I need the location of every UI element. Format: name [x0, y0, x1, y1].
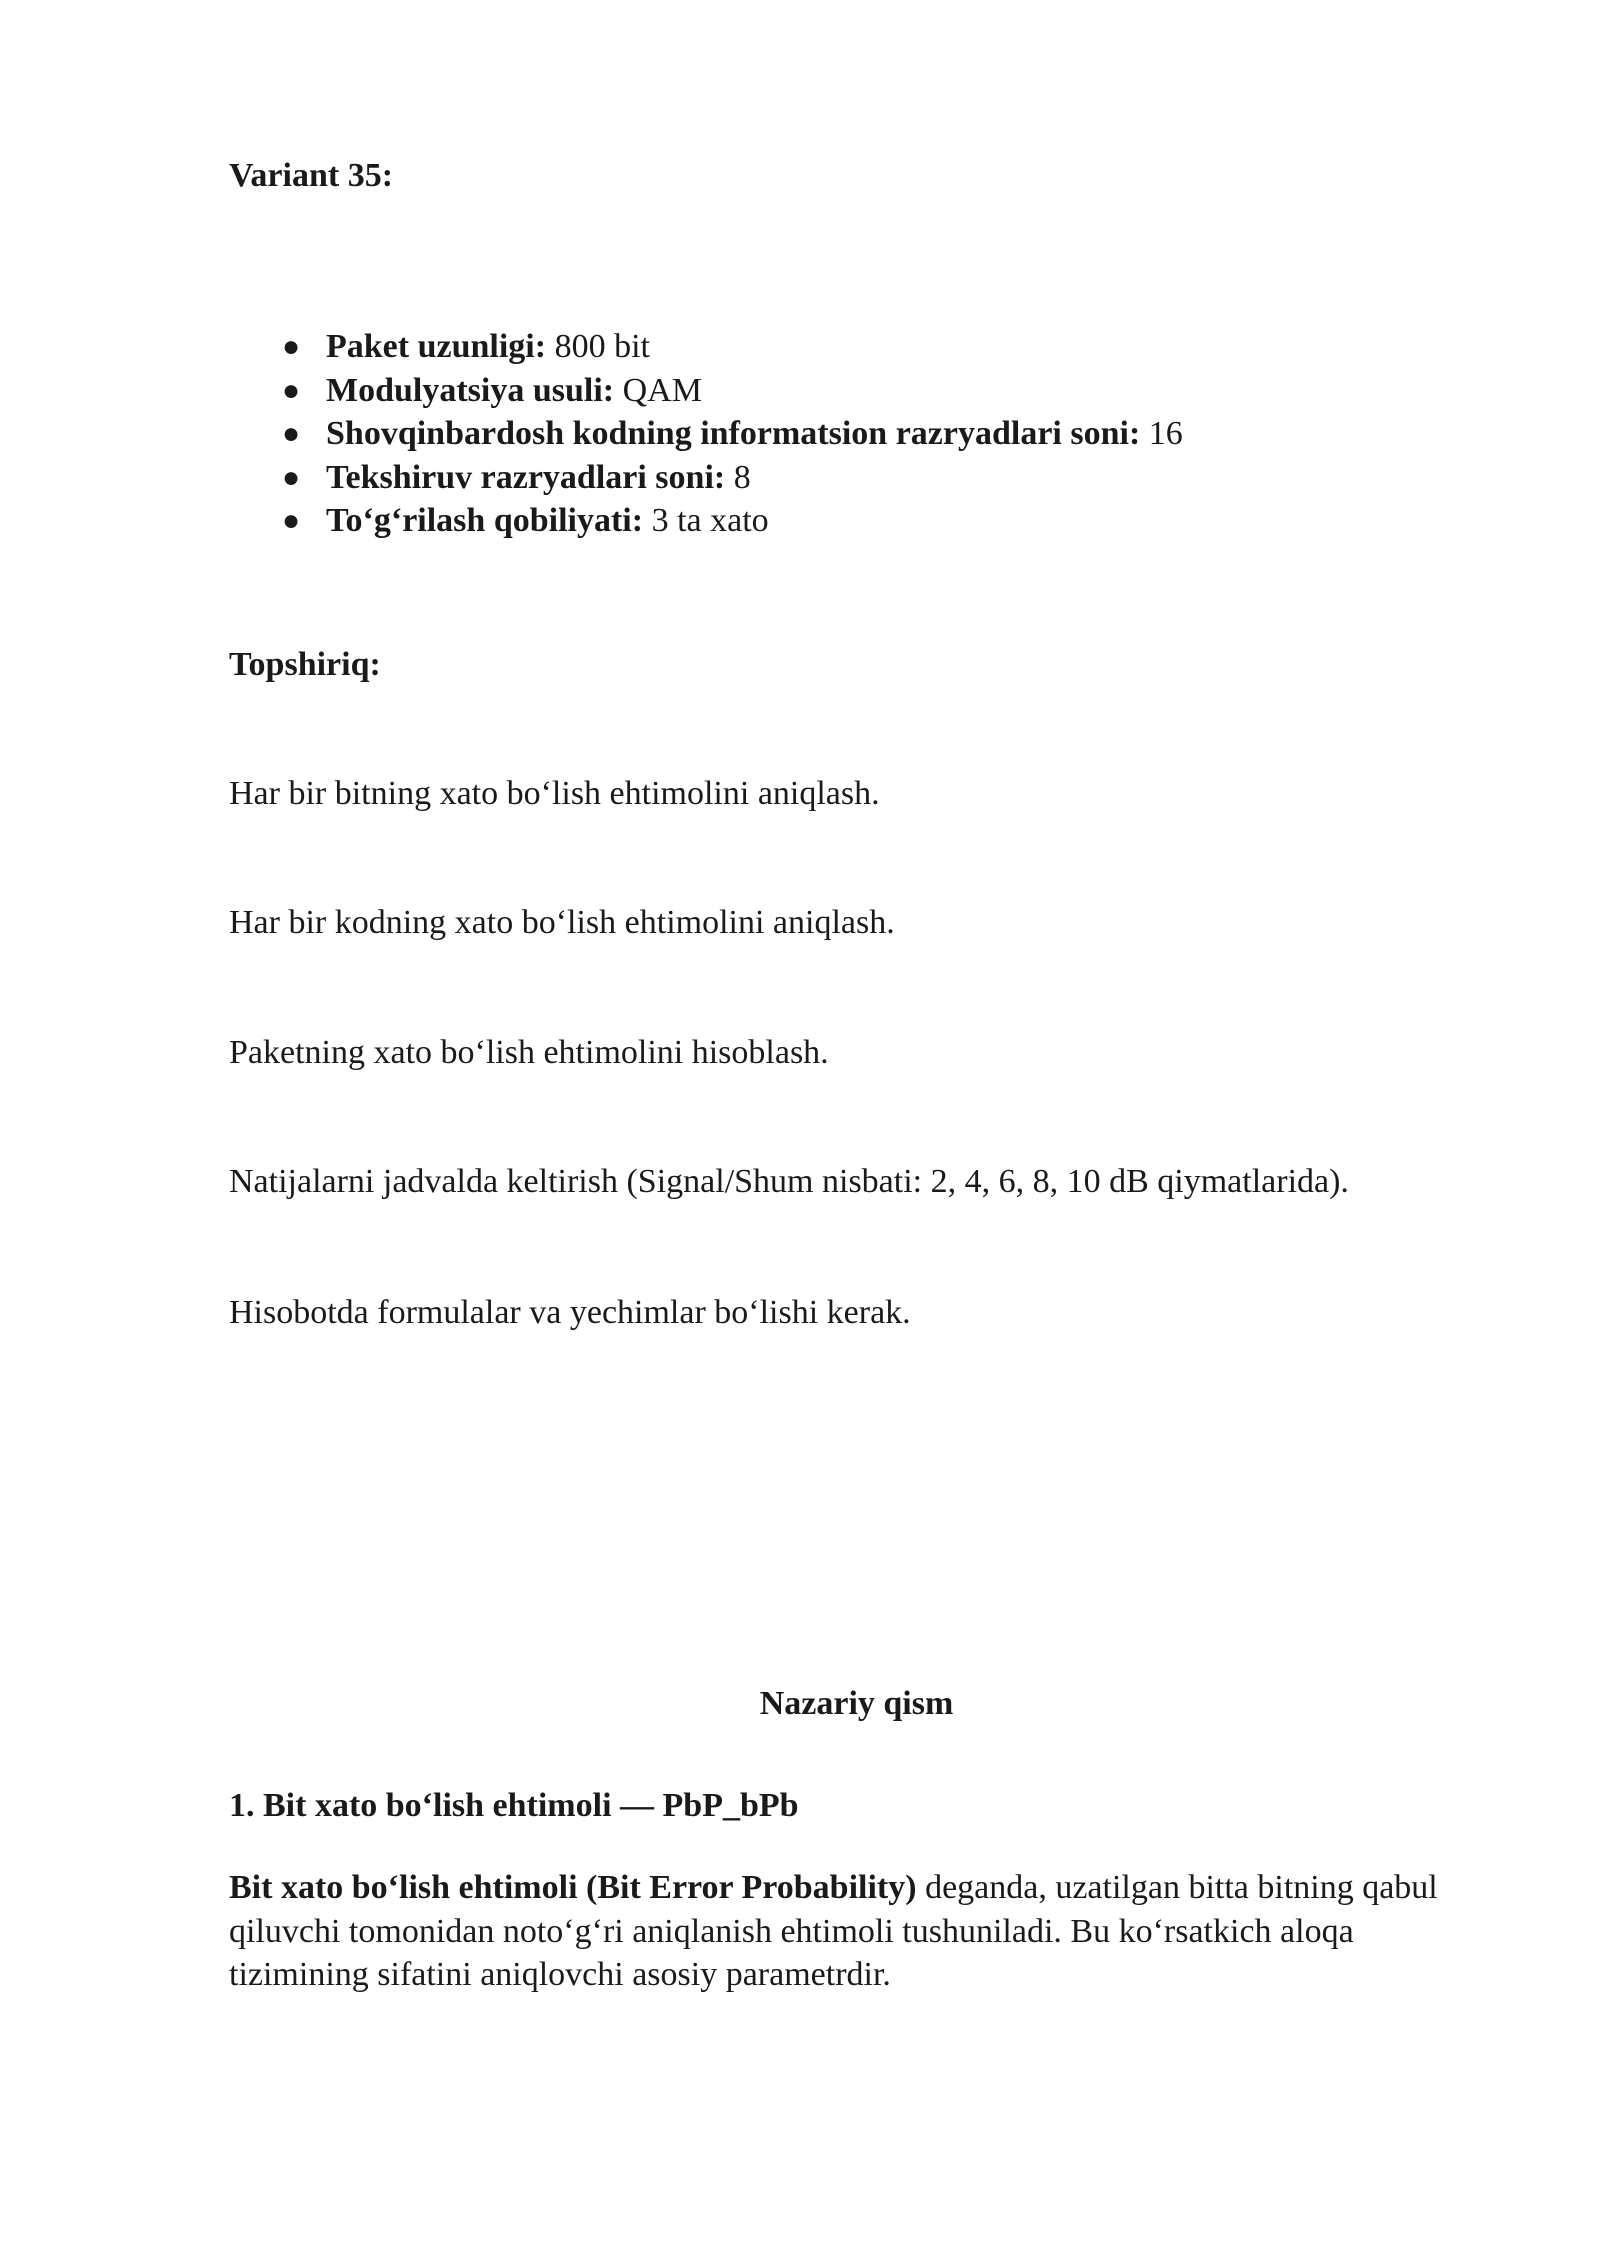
bullet-icon: ● — [282, 330, 301, 363]
parameters-list — [229, 325, 1183, 543]
parameter-value: 800 bit — [554, 328, 650, 365]
paragraph-lead: Bit xato bo‘lish ehtimoli (Bit Error Probability) — [229, 1869, 917, 1906]
bullet-icon: ● — [282, 373, 301, 407]
task-item: Natijalarni jadvalda keltirish (Signal/Shum nisbati: 2, 4, 6, 8, 10 dB qiymatlarida). — [229, 1163, 1349, 1200]
list-item — [229, 325, 1183, 369]
list-item — [229, 369, 1183, 413]
bullet-icon: ● — [282, 504, 301, 537]
parameter-label: Modulyatsiya usuli: — [326, 371, 615, 409]
task-title: Topshiriq: — [229, 646, 381, 683]
parameter-label: Paket uzunligi: — [326, 328, 547, 365]
bullet-icon: ● — [282, 417, 301, 450]
list-item — [229, 499, 1183, 543]
parameter-value: 3 ta xato — [651, 502, 769, 539]
parameter-value: 8 — [733, 458, 751, 496]
parameter-label: To‘g‘rilash qobiliyati: — [326, 502, 644, 539]
task-item: Paketning xato bo‘lish ehtimolini hisoblash. — [229, 1034, 829, 1071]
subsection-title: 1. Bit xato bo‘lish ehtimoli — PbP_bPb — [229, 1787, 799, 1824]
parameter-value: QAM — [622, 371, 702, 409]
task-item: Har bir kodning xato bo‘lish ehtimolini aniqlash. — [229, 904, 895, 941]
parameter-label: Shovqinbardosh kodning informatsion razryadlari soni: — [326, 415, 1141, 452]
theory-paragraph — [229, 1866, 1479, 1997]
bullet-icon: ● — [282, 460, 301, 494]
task-item: Har bir bitning xato bo‘lish ehtimolini aniqlash. — [229, 775, 880, 812]
parameter-label: Tekshiruv razryadlari soni: — [326, 458, 726, 496]
variant-title: Variant 35: — [229, 157, 394, 194]
parameter-value: 16 — [1148, 415, 1183, 452]
list-item — [229, 456, 1183, 500]
list-item — [229, 412, 1183, 456]
task-item: Hisobotda formulalar va yechimlar bo‘lishi kerak. — [229, 1294, 911, 1331]
paragraph-body: deganda, uzatilgan bitta bitning qabul qiluvchi tomonidan noto‘g‘ri aniqlanish ehtimoli tushuniladi. Bu ko‘rsatkich aloqa tizimining sifatini aniqlovchi asosiy parametrdir. — [229, 1869, 1438, 1993]
section-title: Nazariy qism — [759, 1685, 954, 1722]
